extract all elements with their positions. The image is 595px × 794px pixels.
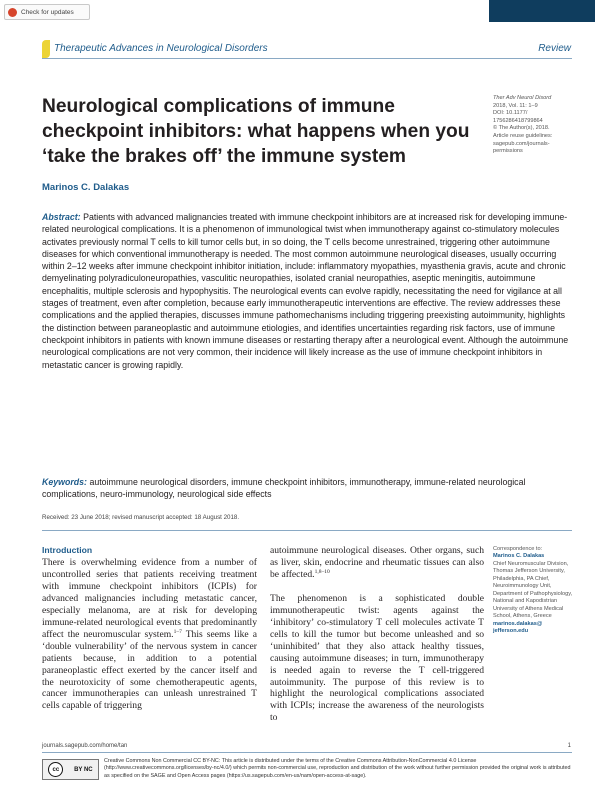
paragraph: The phenomenon is a sophisticated double immunotherapeutic twist: agents against the ‘inhibitory’ co-stimulatory T cell molecules activate T cells to kill the tumor but become unleashed and so ‘uninhibited’ that they also attack healthy tissues, causing autoimmune diseases; in turn, immunotherapy is needed again to reverse the T cell-triggered autoimmunity. The purpose of this review is to highlight the neurological complications associated with ICPIs; increase the awareness of the neurologists to bbox=[270, 592, 484, 724]
update-icon bbox=[8, 8, 17, 17]
intro-text-b: This seems like a ‘double vulnerability’ of the nervous system in cancer patients because, in addition to a potential paraneoplastic effect exerted by the cancer itself and the neurotoxicity of some chemotherapeutic agents, cancer immunotherapies can unleash unrestrained T cells capable of triggering bbox=[42, 628, 257, 712]
reuse-guidelines[interactable]: Article reuse guidelines: sagepub.com/journals-permissions bbox=[493, 132, 553, 155]
body-column-2 bbox=[270, 545, 484, 724]
correspondence-details: Chief Neuromuscular Division, Thomas Jefferson University, Philadelphia, PA Chief, Neuroimmunology Unit, Department of Pathophysiology, National and Kapodistrian University of Athens Medical School, Athens, Greece bbox=[493, 560, 573, 620]
cc-icon: cc bbox=[48, 762, 63, 777]
reference-citation[interactable]: 1,8–10 bbox=[314, 568, 330, 575]
journal-abbreviation: Ther Adv Neurol Disord bbox=[493, 95, 552, 101]
journal-title: Therapeutic Advances in Neurological Disorders bbox=[54, 43, 268, 54]
keywords-text: autoimmune neurological disorders, immune checkpoint inhibitors, immunotherapy, immune-related neurological complications, neuro-immunology, neurological side effects bbox=[42, 477, 526, 500]
journal-url[interactable]: journals.sagepub.com/home/tan bbox=[42, 743, 128, 749]
section-divider bbox=[42, 530, 572, 531]
paragraph bbox=[270, 545, 484, 581]
keywords bbox=[42, 476, 572, 501]
check-for-updates-badge[interactable] bbox=[4, 4, 90, 20]
citation: 2018, Vol. 11: 1–9 bbox=[493, 102, 538, 109]
journal-leaf-icon bbox=[42, 40, 50, 58]
keywords-label: Keywords: bbox=[42, 477, 87, 487]
introduction-heading: Introduction bbox=[42, 545, 93, 555]
header-divider bbox=[42, 58, 572, 59]
corner-color-block bbox=[489, 0, 595, 22]
correspondence-name: Marinos C. Dalakas bbox=[493, 553, 545, 560]
correspondence-label: Correspondence to: bbox=[493, 546, 543, 552]
check-for-updates-label: Check for updates bbox=[21, 8, 74, 16]
correspondence-email[interactable]: marinos.dalakas@ jefferson.edu bbox=[493, 620, 543, 634]
abstract bbox=[42, 211, 572, 371]
abstract-label: Abstract: bbox=[42, 212, 81, 222]
correspondence bbox=[493, 546, 573, 635]
copyright: © The Author(s), 2018. bbox=[493, 125, 550, 132]
page-number: 1 bbox=[567, 743, 571, 749]
article-meta bbox=[493, 95, 573, 156]
creative-commons-badge[interactable] bbox=[42, 759, 99, 780]
received-dates: Received: 23 June 2018; revised manuscript accepted: 18 August 2018. bbox=[42, 514, 240, 521]
reference-citation[interactable]: 1–7 bbox=[173, 628, 182, 635]
footer-divider bbox=[42, 752, 572, 753]
article-type: Review bbox=[538, 43, 571, 54]
intro-text-a: There is overwhelming evidence from a number of uncontrolled series that patients receiving treatment with immune checkpoint inhibitors (ICPIs) for advanced malignancies including metastatic cancer, especially melanoma, are at risk for developing immune-related neurological events that predominantly affect the neuromuscular system. bbox=[42, 557, 257, 640]
abstract-text: Patients with advanced malignancies treated with immune checkpoint inhibitors are at increased risk for developing immune-related neurological complications. It is a phenomenon of immunological twist when immunotherapy against co-stimulatory molecules activates previously normal T cells to kill tumor cells but, in so doing, the T cells become unrestrained, triggering other autoimmune diseases for which conventional immunotherapy is needed. The most common autoimmune neurological diseases, usually occurring within 2–12 weeks after immune checkpoint inhibitor initiation, include: inflammatory myopathies, myasthenia gravis, acute and chronic demyelinating polyradiculoneuropathies, vasculitic neuropathies, isolated cranial neuropathies, aseptic meningitis, autoimmune encephalitis, multiple sclerosis and hypophysitis. The neurological events can evolve rapidly, necessitating the need for vigilance at all stages of treatment, even after completion, because early immunotherapeutic interventions are effective. The review addresses these complications and the applied therapies, discusses immune pathomechanisms including triggering preexisting autoimmunity, highlights the distinction between paraneoplastic and autoimmune etiologies, and identifies uncertainties regarding risk factors, use of immune checkpoint inhibitors in patients with known immune diseases or restarting therapy after a neurological event. Although the autoimmune neurological complications are not very common, their incidence will likely increase as the use of immune checkpoint inhibitors in metastatic cancer is growing rapidly. bbox=[42, 212, 569, 370]
body-column-1 bbox=[42, 557, 257, 712]
author-name[interactable]: Marinos C. Dalakas bbox=[42, 182, 130, 193]
cc-badge-label: BY NC bbox=[74, 766, 93, 773]
article-title: Neurological complications of immune checkpoint inhibitors: what happens when you ‘take the brakes off’ the immune system bbox=[42, 96, 470, 167]
license-text: Creative Commons Non Commercial CC BY-NC: This article is distributed under the terms of the Creative Commons Attribution-NonCommercial 4.0 License (http://www.creativecommons.org/licenses/by-nc/4.0/) which permits non-commercial use, reproduction and distribution of the work without further permission provided the original work is attributed as specified on the SAGE and Open Access pages (https://us.sagepub.com/en-us/nam/open-access-at-sage). bbox=[104, 758, 571, 779]
doi[interactable]: DOI: 10.1177/ 1756286418799864 bbox=[493, 110, 543, 124]
col2-text-1: autoimmune neurological diseases. Other organs, such as liver, skin, endocrine and rheumatic tissues can also be affected. bbox=[270, 545, 484, 580]
